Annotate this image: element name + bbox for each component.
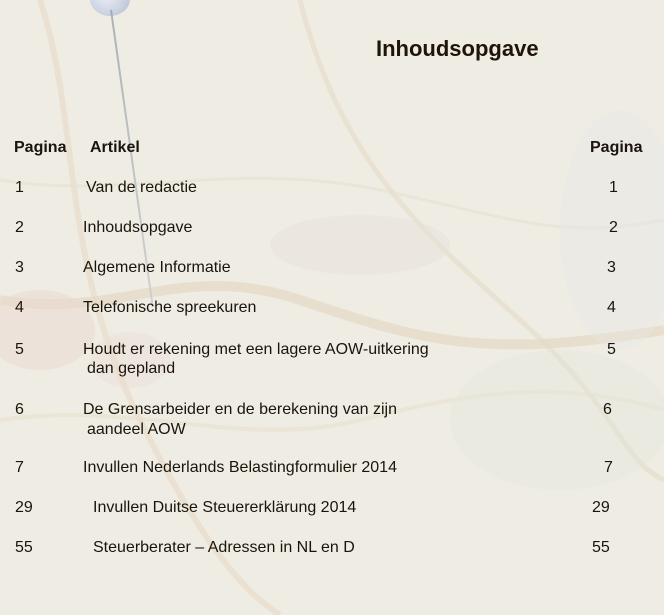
row-5-article-line2: dan gepland [87,360,176,377]
row-4-page-right: 4 [607,299,616,316]
row-1-article: Van de redactie [86,179,197,196]
row-6-page-right: 6 [603,401,612,418]
row-2-article: Inhoudsopgave [83,219,193,236]
row-7-page: 7 [15,459,24,476]
row-2-page-right: 2 [609,219,618,236]
header-page-right: Pagina [590,139,643,156]
row-7-article: Invullen Nederlands Belastingformulier 2014 [83,459,397,476]
row-5-page: 5 [15,341,24,358]
header-article: Artikel [90,139,140,156]
row-8-page-right: 29 [592,499,610,516]
row-3-page: 3 [15,259,24,276]
row-1-page: 1 [15,179,24,196]
row-4-page: 4 [15,299,24,316]
row-5-page-right: 5 [607,341,616,358]
row-9-article: Steuerberater – Adressen in NL en D [93,539,355,556]
row-8-page: 29 [15,499,33,516]
row-7-page-right: 7 [604,459,613,476]
row-6-page: 6 [15,401,24,418]
header-page-left: Pagina [14,139,67,156]
row-6-article: De Grensarbeider en de berekening van zijn [83,401,397,418]
row-9-page-right: 55 [592,539,610,556]
row-6-article-line2: aandeel AOW [87,421,186,438]
row-5-article: Houdt er rekening met een lagere AOW-uitkering [83,341,429,358]
row-3-page-right: 3 [607,259,616,276]
row-8-article: Invullen Duitse Steuererklärung 2014 [93,499,357,516]
page-title: Inhoudsopgave [376,36,539,61]
row-9-page: 55 [15,539,33,556]
row-2-page: 2 [15,219,24,236]
row-4-article: Telefonische spreekuren [83,299,257,316]
row-1-page-right: 1 [609,179,618,196]
row-3-article: Algemene Informatie [83,259,231,276]
